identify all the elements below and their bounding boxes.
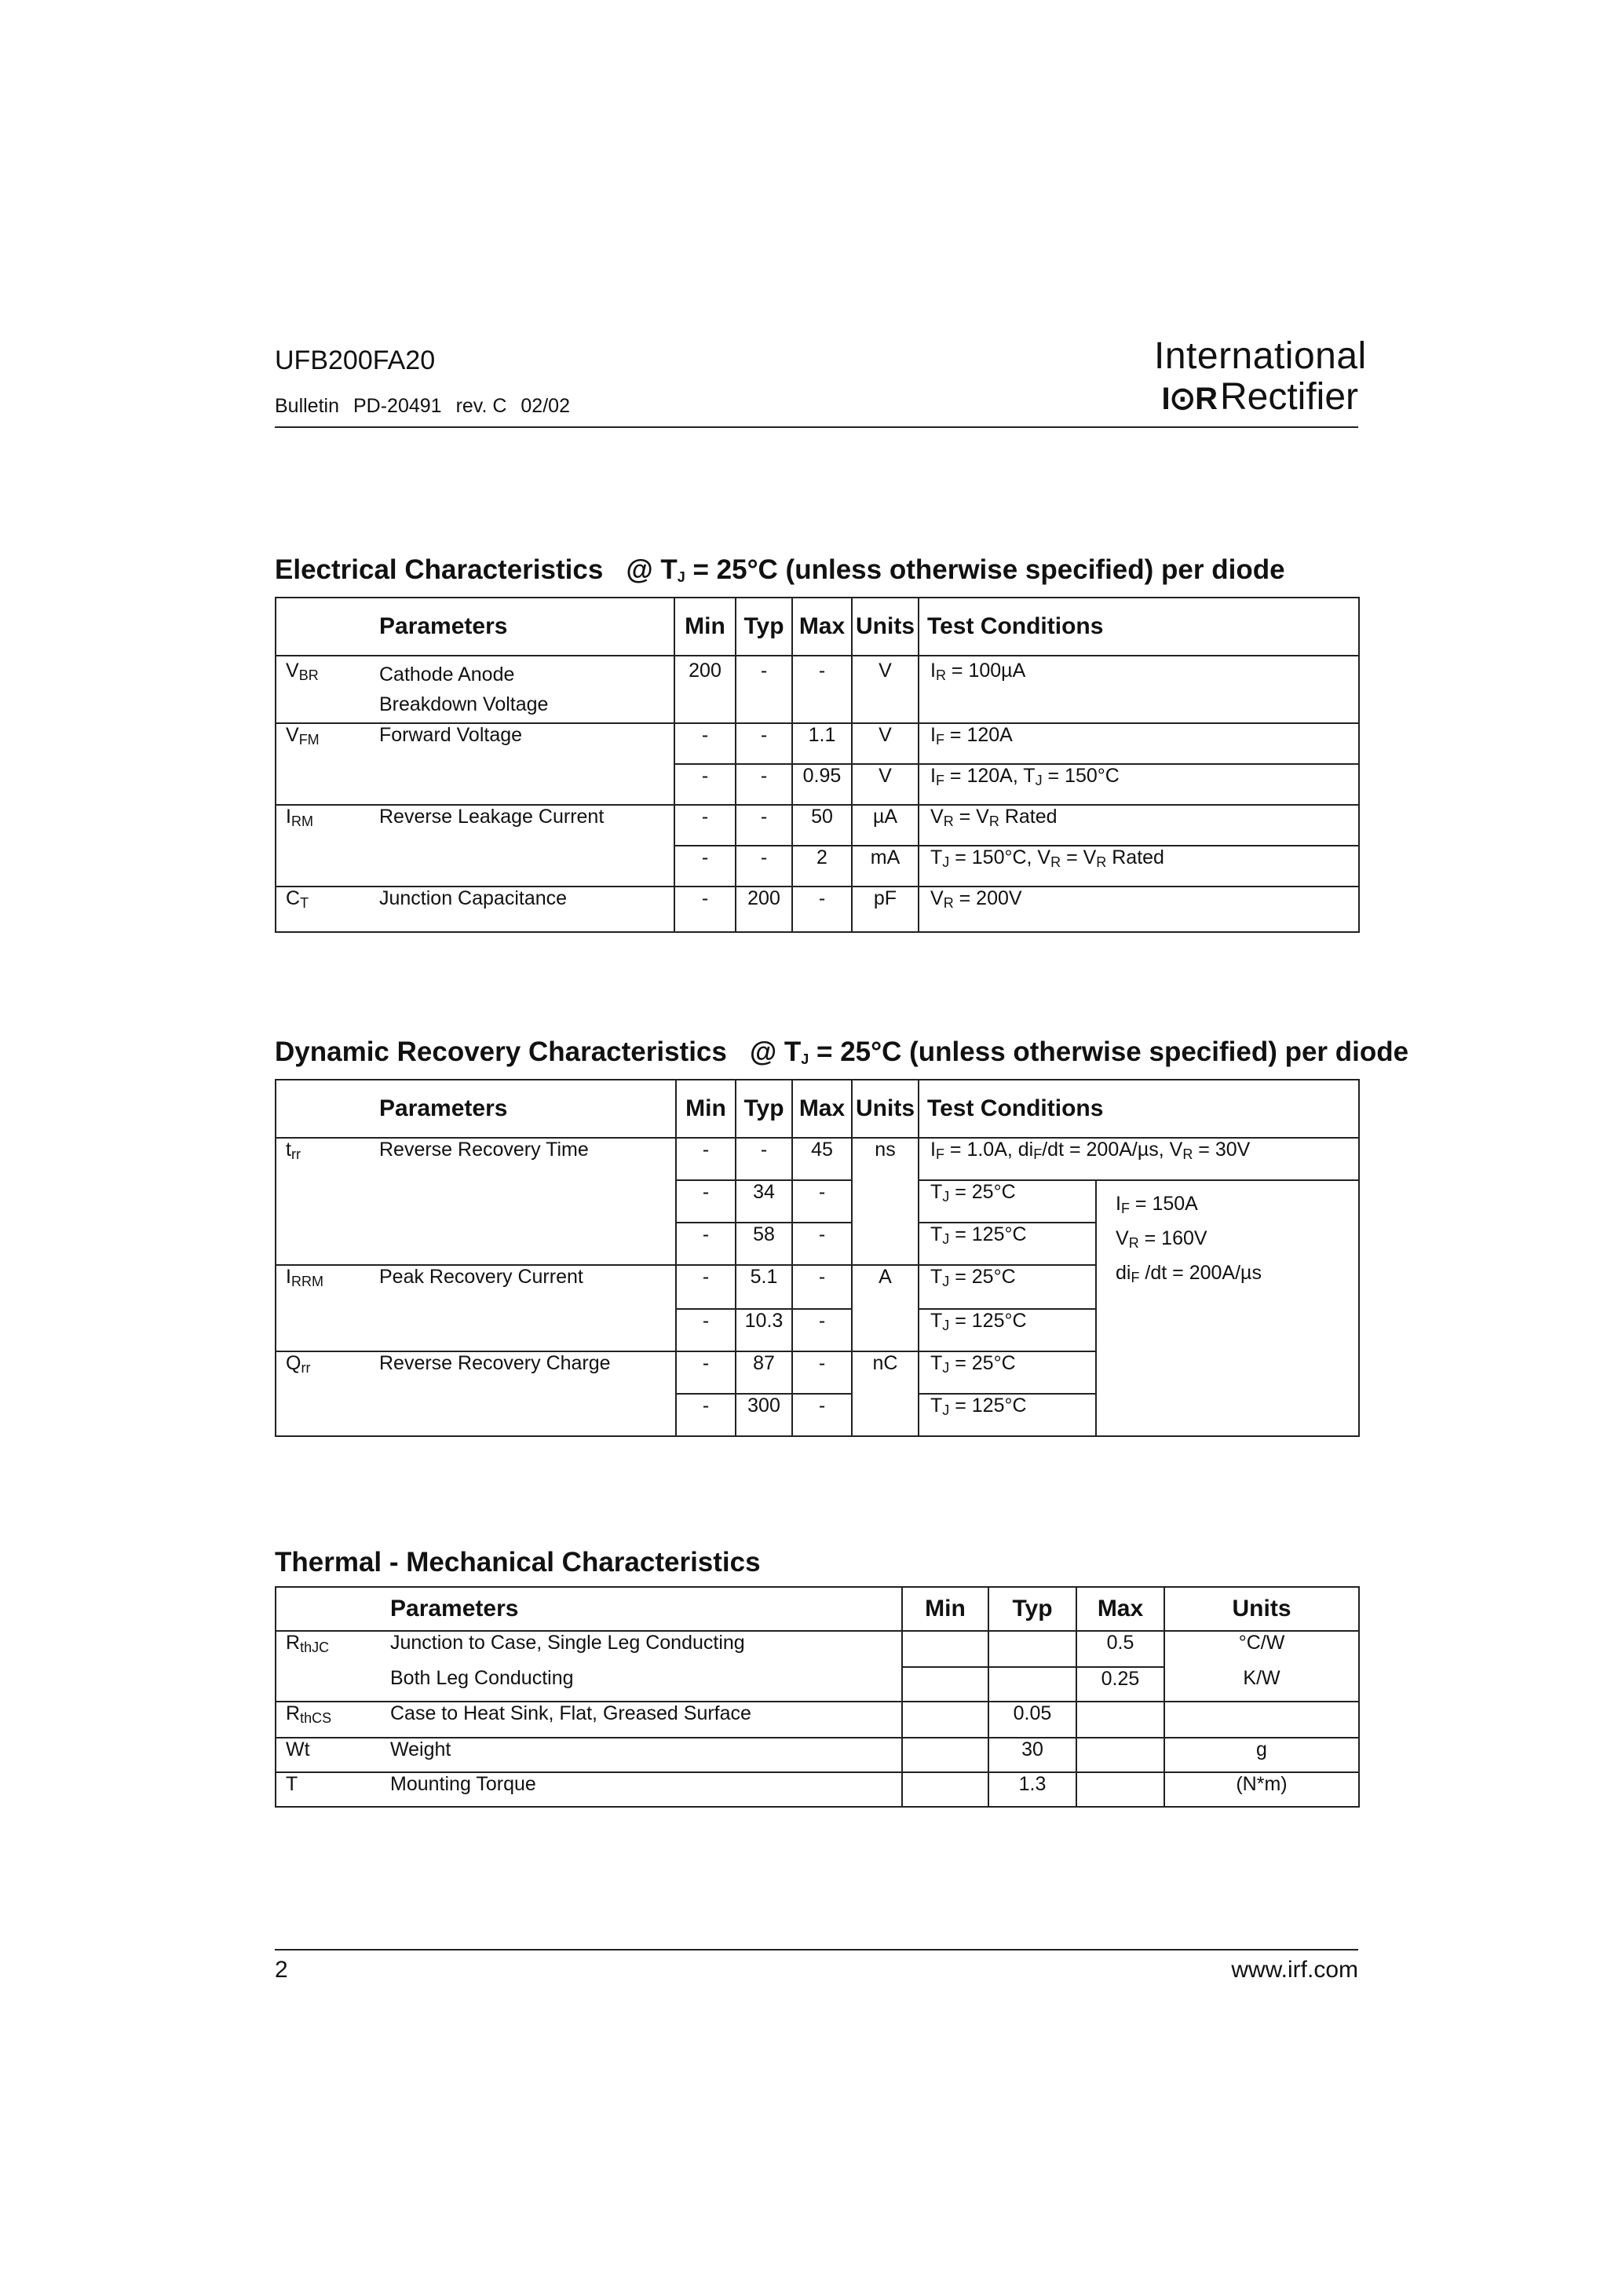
thermal-title: Thermal - Mechanical Characteristics — [275, 1547, 761, 1578]
table-row: $C_T$ Junction Capacitance - 200 - pF $V_R = 200V$ — [276, 887, 1359, 932]
col-min: Min — [674, 598, 736, 656]
table-row: $R_{thCS}$ Case to Heat Sink, Flat, Greased Surface 0.05 — [276, 1702, 1359, 1738]
table-row: $I_{RM}$ Reverse Leakage Current - - 50 µA $V_R = V_R$ Rated — [276, 805, 1359, 846]
table-row: $t_{rr}$ Reverse Recovery Time - - 45 ns $I_F = 1.0A$, $di_F/dt = 200A/\mu s$, $V_R = 30V$ — [276, 1138, 1359, 1180]
shared-conditions: $I_F = 150A$ $V_R = 160V$ $di_F$ /dt = 200A/µs — [1096, 1180, 1359, 1436]
table-row: - 300 - $T_J = 125^\circ C$ — [276, 1394, 1359, 1436]
electrical-table — [275, 597, 1360, 933]
col-test-conditions: Test Conditions — [919, 598, 1359, 656]
table-row: - 10.3 - $T_J = 125^\circ C$ — [276, 1309, 1359, 1351]
part-number: UFB200FA20 — [275, 345, 436, 375]
col-units: Units — [1164, 1587, 1359, 1631]
bulletin-date: 02/02 — [521, 395, 570, 417]
col-parameters: Parameters — [374, 1080, 676, 1138]
table-row: - - 0.95 V $I_F = 120A$, $T_J = 150^\circ C$ — [276, 764, 1359, 805]
table-row: - 58 - $T_J = 125^\circ C$ — [276, 1223, 1359, 1265]
website-link[interactable]: www.irf.com — [1231, 1957, 1358, 1983]
col-test-conditions: Test Conditions — [919, 1080, 1359, 1138]
col-max: Max — [792, 1080, 852, 1138]
table-row: $R_{thJC}$ Junction to Case, Single Leg Conducting 0.5 °C/W — [276, 1631, 1359, 1667]
dynamic-title: Dynamic Recovery Characteristics @ $T_J = 25^\circ C$ (unless otherwise specified) per diode — [275, 1036, 1409, 1067]
table-row: $V_{FM}$ Forward Voltage - - 1.1 V $I_F = 120A$ — [276, 723, 1359, 764]
table-row: - - 2 mA $T_J = 150^\circ C$, $V_R = V_R$ Rated — [276, 846, 1359, 887]
col-typ: Typ — [988, 1587, 1076, 1631]
col-min: Min — [902, 1587, 988, 1631]
col-typ: Typ — [736, 598, 792, 656]
col-max: Max — [1076, 1587, 1164, 1631]
bulletin-line — [275, 395, 584, 418]
bulletin-label: Bulletin — [275, 395, 339, 417]
col-units: Units — [852, 598, 919, 656]
col-max: Max — [792, 598, 852, 656]
col-min: Min — [676, 1080, 736, 1138]
table-row: - 34 - $T_J = 25^\circ C$ $I_F = 150A$ $V_R = 160V$ $di_F$ /dt = 200A/µs — [276, 1180, 1359, 1223]
col-parameters: Parameters — [374, 598, 674, 656]
footer-rule — [275, 1949, 1358, 1951]
col-typ: Typ — [736, 1080, 792, 1138]
logo-line2 — [1154, 377, 1358, 419]
col-parameters: Parameters — [385, 1587, 902, 1631]
electrical-title: Electrical Characteristics @ $T_J = 25^\circ C$ (unless otherwise specified) per diode — [275, 554, 1285, 585]
logo-line1: International — [1154, 335, 1367, 377]
table-row: $V_{BR}$ Cathode Anode Breakdown Voltage 200 - - V $I_R = 100\mu A$ — [276, 656, 1359, 723]
revision: rev. C — [455, 395, 507, 417]
table-row: $Q_{rr}$ Reverse Recovery Charge - 87 - nC $T_J = 25^\circ C$ — [276, 1351, 1359, 1394]
table-row: Both Leg Conducting 0.25 K/W — [276, 1667, 1359, 1702]
page-number: 2 — [275, 1957, 288, 1983]
ior-logo-icon: I⊙R — [1161, 382, 1217, 416]
table-row: T Mounting Torque 1.3 (N*m) — [276, 1772, 1359, 1807]
dynamic-table — [275, 1079, 1360, 1437]
table-row: $I_{RRM}$ Peak Recovery Current - 5.1 - A $T_J = 25^\circ C$ — [276, 1265, 1359, 1309]
col-units: Units — [852, 1080, 919, 1138]
logo-rectifier: Rectifier — [1219, 376, 1358, 418]
bulletin-code: PD-20491 — [353, 395, 442, 417]
header-rule — [275, 426, 1358, 428]
company-logo — [1154, 335, 1367, 419]
thermal-table — [275, 1586, 1360, 1808]
table-row: Wt Weight 30 g — [276, 1738, 1359, 1772]
